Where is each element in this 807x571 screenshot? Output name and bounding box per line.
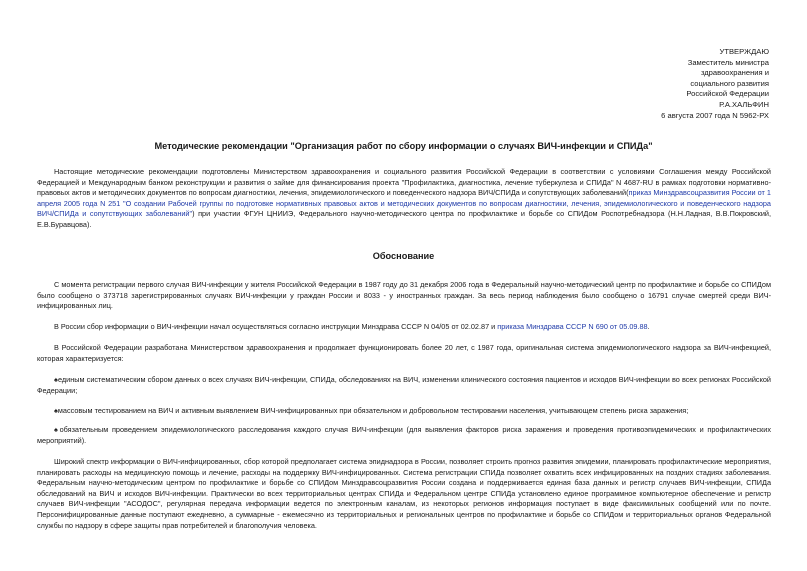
- bullet-item: [37, 406, 771, 417]
- approval-line: Заместитель министра: [687, 57, 769, 67]
- bullet-item: [37, 375, 771, 396]
- order-690-link[interactable]: приказа Минздрава СССР N 690 от 05.09.88: [497, 322, 648, 331]
- bullet-text: обязательным проведением эпидемиологического расследования каждого случая ВИЧ-инфекции (для выявления факторов риска заражения и проведения противоэпидемических и профилактических мероприятий).: [37, 425, 771, 445]
- bullet-text: единым систематическим сбором данных о всех случаях ВИЧ-инфекции, СПИДа, обследованиях на ВИЧ, изменении клинического состояния пациентов и исходов ВИЧ-инфекции во всех регионах Российской Федерации;: [37, 375, 771, 395]
- intro-text-before: Настоящие методические рекомендации подготовлены Министерством здравоохранения и социального развития Российской Федерации в соответствии с условиями Соглашения между Российской Федерацией и Международным банком реконструкции и развития о займе для финансирования проекта "Профилактика, диагностика, лечение туберкулеза и СПИДа" N 4687-RU в рамках подготовки нормативно-правовых актов и методических документов по вопросам диагностики, лечения, эпидемиологического и поведенческого надзора ВИЧ/СПИДа и сопутствующих заболеваний(: [37, 167, 771, 198]
- intro-text-after: ) при участии ФГУН ЦНИИЭ, Федерального научно-методического центра по профилактике и борьбе со СПИДом Роспотребнадзора (Н.Н.Ладная, В.В.Покровский, Е.В.Буравцова).: [37, 209, 772, 229]
- section-heading: Обоснование: [372, 251, 435, 261]
- bullet-text: массовым тестированием на ВИЧ и активным выявлением ВИЧ-инфицированных при обязательном и добровольном тестировании населения, учитывающем степень риска заражения;: [57, 406, 689, 415]
- bullet-icon: ♠: [54, 375, 58, 384]
- approval-line: УТВЕРЖДАЮ: [719, 47, 769, 56]
- bullet-icon: ♠: [54, 406, 58, 415]
- paragraph-system: В Российской Федерации разработана Министерством здравоохранения и продолжает функционировать более 20 лет, с 1987 года, оригинальная система эпидемиологического надзора за ВИЧ-инфекцией, которая характеризуется:: [37, 343, 771, 363]
- intro-paragraph: [37, 167, 771, 231]
- approval-line: Р.А.ХАЛЬФИН: [719, 99, 769, 109]
- paragraph-information: Широкий спектр информации о ВИЧ-инфицированных, сбор которой предполагает система эпиднадзора в России, позволяет строить прогноз развития эпидемии, планировать профилактические мероприятия, планировать расходы на медицинскую помощь и лечение, расходы на поддержку ВИЧ-инфицированных. Система регистрации СПИДа позволяет охватить всех инфицированных на поздних стадиях заболевания. Федеральным научно-методическим центром по профилактике и борьбе со СПИДом Минздравсоцразвития России создана и поддерживается единая база данных и регистр случаев ВИЧ-инфекции, СПИДа обследований на ВИЧ и исходов ВИЧ-инфекции. Практически во всех территориальных центрах СПИДа и Федеральном центре СПИДа установлено единое программное компьютерное обеспечение и регистр случаев ВИЧ-инфекции "АСОДОС", регулярная передача информации ведется по электронным каналам, из некоторых регионов информация поступает в виде факсимильных сообщений или по почте. Персонифицированные данные поступают ежедневно, а суммарные - ежемесячно из территориальных и региональных центров по профилактике и борьбе со СПИДом и территориальных органов Федеральной службы по надзору в сфере защиты прав потребителей и благополучия человека.: [37, 457, 771, 530]
- order-251-link[interactable]: приказ Минздравсоцразвития России от 1 апреля 2005 года N 251 "О создании Рабочей группы по подготовке нормативных правовых актов и методических документов по вопросам диагностики, лечения, эпидемиологического и поведенческого надзора ВИЧ/СПИДа и сопутствующих заболеваний": [37, 188, 771, 219]
- approval-line: социального развития: [690, 78, 769, 88]
- approval-line: 6 августа 2007 года N 5962-РХ: [661, 110, 769, 120]
- paragraph-registration: С момента регистрации первого случая ВИЧ-инфекции у жителя Российской Федерации в 1987 году до 31 декабря 2006 года в Федеральный научно-методический центр по профилактике и борьбе со СПИДом было сообщено о 373718 зарегистрированных случаях ВИЧ-инфекции у граждан России и 8033 - у иностранных граждан. За весь период наблюдения было сообщено о 16791 случае смертей среди ВИЧ-инфицированных лиц.: [37, 280, 771, 311]
- paragraph-collection-start: [37, 322, 771, 333]
- approval-line: Российской Федерации: [686, 89, 769, 99]
- p2-text-after: .: [647, 322, 650, 331]
- p2-text-before: В России сбор информации о ВИЧ-инфекции начал осуществляться согласно инструкции Минздрава СССР N 04/05 от 02.02.87 и: [54, 322, 498, 331]
- bullet-item: [37, 425, 771, 446]
- approval-block: [661, 47, 769, 121]
- bullet-icon: ♠: [54, 425, 60, 434]
- document-title: Методические рекомендации "Организация работ по сбору информации о случаях ВИЧ-инфекции и СПИДа": [154, 141, 653, 151]
- approval-line: здравоохранения и: [700, 68, 769, 78]
